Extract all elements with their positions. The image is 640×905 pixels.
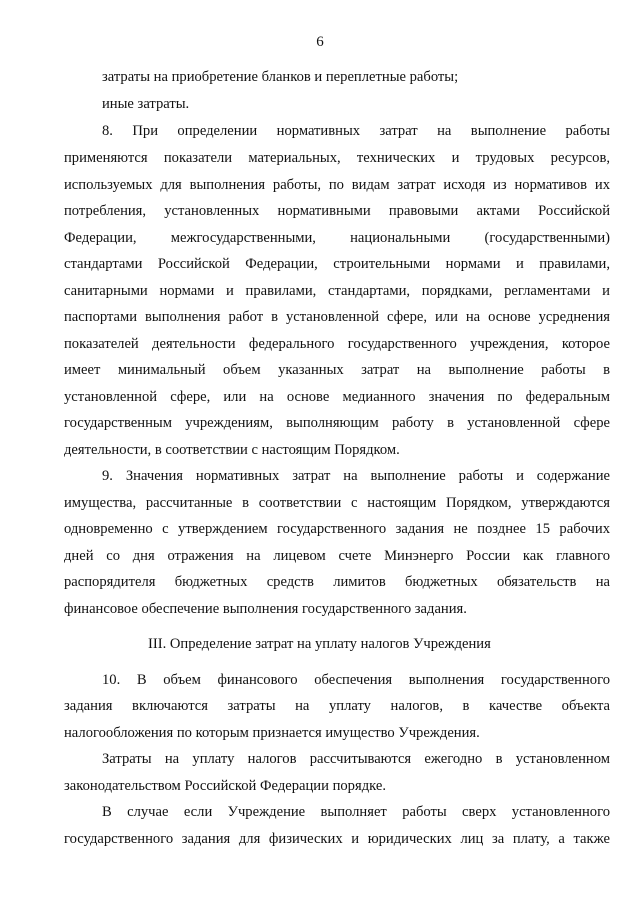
text-line: имеет минимальный объем указанных затрат на выполнение работы в bbox=[64, 362, 610, 378]
section-heading: III. Определение затрат на уплату налогов Учреждения bbox=[148, 636, 491, 652]
text-line: паспортами выполнения работ в установленной сфере, или на основе усреднения bbox=[64, 309, 610, 325]
text-line: Затраты на уплату налогов рассчитываются ежегодно в установленном bbox=[102, 751, 610, 767]
text-line: деятельности, в соответствии с настоящим Порядком. bbox=[64, 442, 400, 458]
text-line: 9. Значения нормативных затрат на выполнение работы и содержание bbox=[102, 468, 610, 484]
text-line: санитарными нормами и правилами, стандартами, порядками, регламентами и bbox=[64, 283, 610, 299]
text-line: распорядителя бюджетных средств лимитов бюджетных обязательств на bbox=[64, 574, 610, 590]
text-line: налогообложения по которым признается имущество Учреждения. bbox=[64, 725, 480, 741]
text-line: иные затраты. bbox=[102, 96, 190, 112]
text-line: законодательством Российской Федерации порядке. bbox=[64, 778, 386, 794]
text-line: 8. При определении нормативных затрат на выполнение работы bbox=[102, 123, 610, 139]
page-number: 6 bbox=[316, 34, 324, 50]
text-line: государственным учреждениям, выполняющим работу в установленной сфере bbox=[64, 415, 610, 431]
text-line: потребления, установленных нормативными правовыми актами Российской bbox=[64, 203, 610, 219]
text-line: одновременно с утверждением государственного задания не позднее 15 рабочих bbox=[64, 521, 610, 537]
text-line: В случае если Учреждение выполняет работы сверх установленного bbox=[102, 804, 610, 820]
text-line: применяются показатели материальных, технических и трудовых ресурсов, bbox=[64, 150, 610, 166]
text-line: дней со дня отражения на лицевом счете Минэнерго России как главного bbox=[64, 548, 610, 564]
text-line: используемых для выполнения работы, по видам затрат исходя из нормативов их bbox=[64, 177, 610, 193]
text-line: государственного задания для физических и юридических лиц за плату, а также bbox=[64, 831, 610, 847]
text-line: Федерации, межгосударственными, национальными (государственными) bbox=[64, 230, 610, 246]
text-line: установленной сфере, или на основе медианного значения по федеральным bbox=[64, 389, 610, 405]
text-line: финансовое обеспечение выполнения государственного задания. bbox=[64, 601, 467, 617]
text-line: 10. В объем финансового обеспечения выполнения государственного bbox=[102, 672, 610, 688]
text-line: имущества, рассчитанные в соответствии с настоящим Порядком, утверждаются bbox=[64, 495, 610, 511]
text-line: стандартами Российской Федерации, строительными нормами и правилами, bbox=[64, 256, 610, 272]
text-line: задания включаются затраты на уплату налогов, в качестве объекта bbox=[64, 698, 610, 714]
text-line: затраты на приобретение бланков и переплетные работы; bbox=[102, 69, 459, 85]
text-line: показателей деятельности федерального государственного учреждения, которое bbox=[64, 336, 610, 352]
